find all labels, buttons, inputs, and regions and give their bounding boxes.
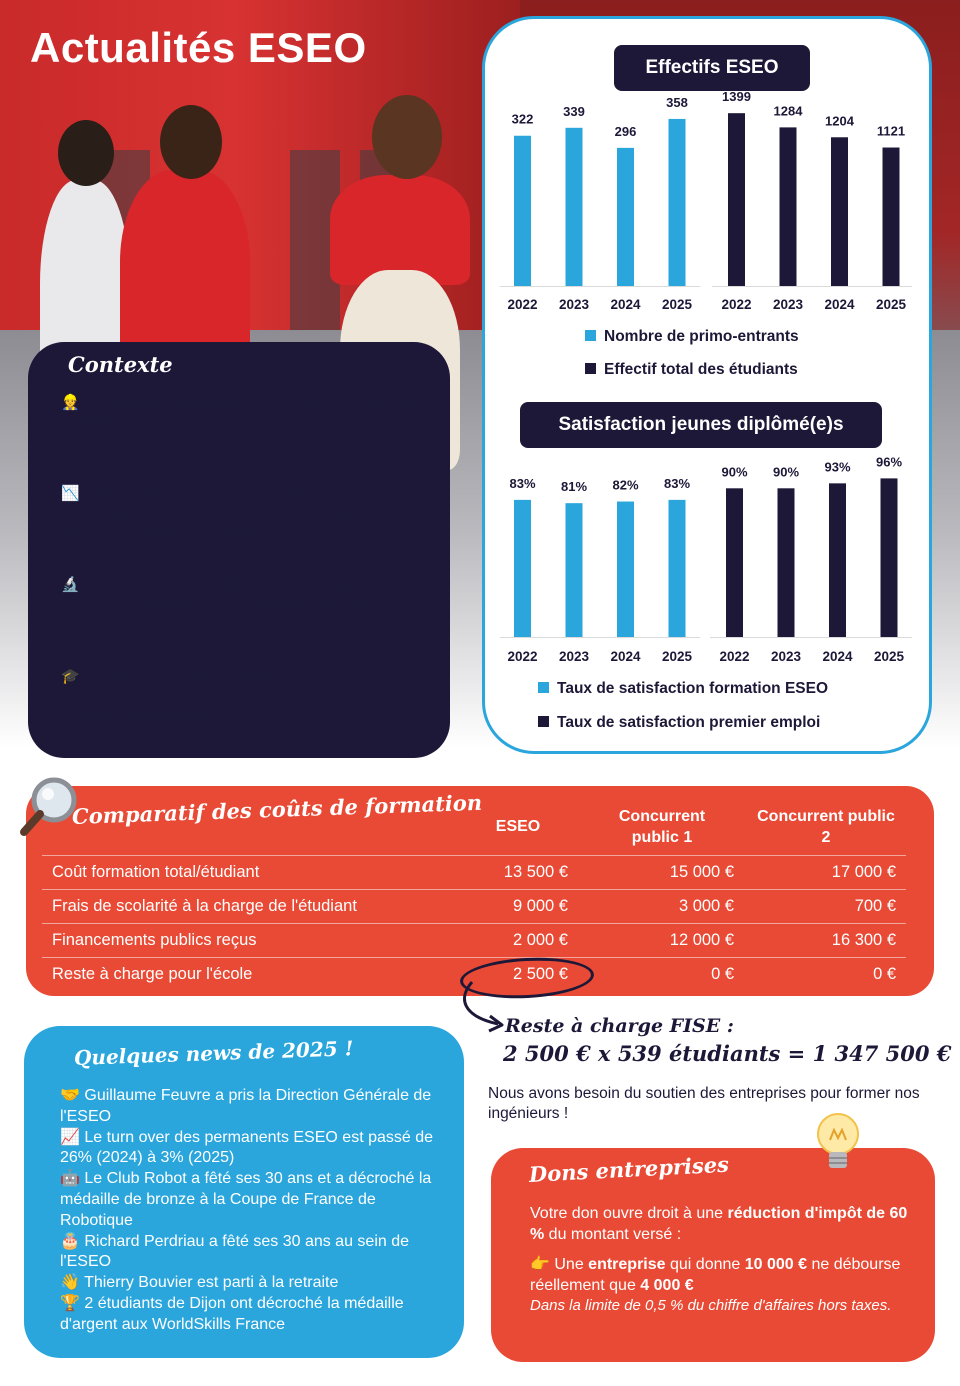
- bar-value-label: 81%: [560, 479, 588, 495]
- contexte-item: [61, 668, 441, 727]
- legend-label: Effectif total des étudiants: [604, 361, 798, 378]
- contexte-title: Contexte: [68, 352, 173, 377]
- support-text: Nous avons besoin du soutien des entreprises pour former nos ingénieurs !: [488, 1085, 920, 1122]
- x-tick-label: 2025: [661, 297, 693, 312]
- x-tick-label: 2023: [558, 649, 590, 664]
- legend-label: Taux de satisfaction premier emploi: [557, 714, 821, 731]
- x-tick-label: 2022: [721, 297, 752, 312]
- contexte-item-heading: Le nombre d'ingénieur(e)s formé(e)s en France est insuffisant :: [61, 395, 440, 431]
- contexte-item-text: Le nombre de 18-25 ans a baissé de presque 5% en 10 ans, et la tendance s'accentue.: [61, 505, 427, 541]
- x-tick-label: 2024: [610, 297, 641, 312]
- legend-label: Taux de satisfaction formation ESEO: [557, 680, 829, 697]
- trophy-icon: 🏆: [60, 1294, 80, 1312]
- dons-text-bold: réduction d'impôt de 60 %: [530, 1205, 908, 1243]
- satisfaction-title: Satisfaction jeunes diplômé(e)s: [520, 402, 882, 448]
- row-label: Financements publics reçus: [52, 931, 257, 949]
- dons-text-part: Votre don ouvre droit à une: [530, 1205, 728, 1222]
- bar-value-label: 90%: [772, 464, 800, 480]
- news-item: [60, 1086, 450, 1128]
- news-item: [60, 1232, 450, 1274]
- graduation-cap-icon: 🎓: [61, 669, 80, 685]
- bar-value-label: 90%: [721, 464, 748, 480]
- legend-item-formation: [538, 680, 828, 698]
- x-tick-label: 2025: [873, 649, 905, 664]
- fise-line-1: Reste à charge FISE :: [505, 1015, 734, 1037]
- news-item: [60, 1128, 450, 1170]
- contexte-item-heading: Désintérêt pour les filières scientifiques :: [83, 577, 374, 593]
- cell-eseo: 2 000 €: [512, 931, 568, 949]
- legend-item-total: [585, 361, 798, 379]
- legend-item-emploi: [538, 714, 820, 732]
- x-tick-label: 2024: [824, 297, 855, 312]
- contexte-item: [61, 394, 441, 472]
- dons-text-part: du montant versé :: [544, 1225, 682, 1243]
- lightbulb-icon: [812, 1108, 864, 1180]
- cell-eseo: 2 500 €: [512, 965, 568, 983]
- dons-text-bold: 4 000 €: [640, 1276, 694, 1294]
- cell-eseo: 13 500 €: [503, 863, 568, 881]
- bar-value-label: 296: [614, 123, 637, 139]
- student-head: [160, 105, 222, 179]
- dons-paragraph-3: Dans la limite de 0,5 % du chiffre d'affaires hors taxes.: [530, 1297, 892, 1314]
- x-tick-label: 2024: [610, 649, 641, 664]
- news-title: Quelques news de 2025 !: [73, 1036, 354, 1070]
- news-item-text: Guillaume Feuvre a pris la Direction Générale de l'ESEO: [60, 1087, 432, 1125]
- dons-text-part: qui donne: [665, 1256, 745, 1273]
- dons-text-part: ne débourse réellement que: [530, 1256, 901, 1294]
- pointing-hand-icon: 👉: [530, 1256, 550, 1273]
- fise-note: [505, 1012, 951, 1068]
- row-label: Coût formation total/étudiant: [52, 863, 260, 881]
- bar-value-label: 1399: [722, 89, 751, 105]
- cell-public-1: 0 €: [711, 965, 734, 983]
- page-title: Actualités ESEO: [30, 24, 367, 71]
- dons-text: [530, 1204, 910, 1315]
- column-header-eseo: ESEO: [495, 818, 541, 835]
- news-item-text: Thierry Bouvier est parti à la retraite: [84, 1274, 339, 1292]
- legend-item-primo: [585, 328, 799, 346]
- chart-increasing-icon: 📈: [60, 1128, 80, 1146]
- worker-icon: 👷: [61, 395, 80, 411]
- column-header-public-2: Concurrent public 2: [757, 808, 895, 846]
- x-tick-label: 2022: [719, 649, 750, 664]
- dons-paragraph-2: [530, 1255, 910, 1296]
- bar-value-label: 322: [511, 111, 534, 127]
- dons-title: Dons entreprises: [528, 1151, 730, 1187]
- contexte-item-text: Il en faudrait 20 000 de plus par an pour répondre aux besoins des entreprises.: [61, 434, 415, 470]
- cell-public-2: 16 300 €: [831, 931, 896, 949]
- student-figure: [330, 175, 470, 285]
- dons-text-bold: entreprise: [588, 1256, 666, 1273]
- legend-swatch: [585, 330, 596, 341]
- bar-value-label: 93%: [824, 459, 851, 475]
- bar-value-label: 83%: [663, 475, 691, 491]
- robot-icon: 🤖: [60, 1170, 80, 1188]
- bar-value-label: 96%: [875, 454, 903, 470]
- bar-value-label: 1121: [876, 123, 906, 139]
- cell-public-2: 17 000 €: [831, 863, 896, 881]
- dons-text-bold: 10 000 €: [744, 1256, 808, 1273]
- cell-public-2: 0 €: [873, 965, 896, 983]
- legend-label: Nombre de primo-entrants: [604, 328, 799, 345]
- contexte-item: [61, 576, 441, 635]
- row-label: Frais de scolarité à la charge de l'étudiant: [52, 897, 357, 915]
- dons-text-part: Une: [549, 1256, 589, 1273]
- legend-swatch: [538, 716, 549, 727]
- x-tick-label: 2023: [772, 297, 804, 312]
- legend-swatch: [538, 682, 549, 693]
- news-item-text: 2 étudiants de Dijon ont décroché la médaille d'argent aux WorldSkills France: [60, 1294, 404, 1333]
- x-tick-label: 2023: [770, 649, 802, 664]
- news-item-text: Le Club Robot a fêté ses 30 ans et a décroché la médaille de bronze à la Coupe de France de Robotique: [60, 1170, 432, 1229]
- waving-hand-icon: 👋: [60, 1274, 80, 1292]
- bar-value-label: 1204: [825, 113, 854, 129]
- x-tick-label: 2022: [507, 649, 538, 664]
- dons-paragraph-1: [530, 1204, 910, 1245]
- news-item-text: Richard Perdriau a fêté ses 30 ans au sein de l'ESEO: [60, 1232, 410, 1271]
- row-label: Reste à charge pour l'école: [52, 965, 253, 983]
- table-row: [42, 923, 906, 957]
- effectifs-title: Effectifs ESEO: [614, 45, 810, 91]
- news-item: [60, 1169, 450, 1231]
- cell-public-2: 700 €: [854, 897, 896, 915]
- bar-value-label: 339: [563, 103, 585, 119]
- bar-value-label: 358: [666, 94, 688, 110]
- bar-value-label: 1284: [773, 103, 803, 119]
- x-tick-label: 2025: [661, 649, 693, 664]
- cell-public-1: 3 000 €: [678, 897, 734, 915]
- table-row: [42, 889, 906, 923]
- legend-swatch: [585, 363, 596, 374]
- column-header-public-1: Concurrent public 1: [618, 808, 706, 846]
- news-item-text: Le turn over des permanents ESEO est passé de 26% (2024) à 3% (2025): [60, 1128, 434, 1167]
- cost-title: Comparatif des coûts de formation: [71, 789, 483, 829]
- contexte-item-heading: Explosion de l'offre post-bac :: [83, 669, 296, 685]
- cell-eseo: 9 000 €: [512, 897, 568, 915]
- contexte-item-text: Le taux de bacheliers S ou équivalents scientifiques a baissé de 10% en 10 ans.: [61, 596, 414, 632]
- student-head: [58, 120, 114, 186]
- contexte-item-heading: Démographie française en baisse :: [83, 486, 328, 502]
- x-tick-label: 2022: [507, 297, 538, 312]
- fise-line-2: 2 500 € x 539 étudiants = 1 347 500 €: [503, 1041, 952, 1066]
- charts-card: [482, 16, 932, 754]
- bar-value-label: 82%: [612, 477, 639, 493]
- contexte-item: [61, 485, 441, 544]
- contexte-item-text: En 5 ans, le nombre de formations proposées sur ParcoursSup a doublé.: [61, 688, 386, 724]
- news-list: [60, 1086, 450, 1336]
- x-tick-label: 2024: [822, 649, 853, 664]
- microscope-icon: 🔬: [61, 577, 80, 593]
- cell-public-1: 12 000 €: [669, 931, 734, 949]
- table-row: [42, 855, 906, 889]
- x-tick-label: 2025: [875, 297, 907, 312]
- handshake-icon: 🤝: [60, 1087, 80, 1104]
- x-tick-label: 2023: [558, 297, 590, 312]
- news-item: [60, 1294, 450, 1336]
- student-head: [372, 95, 442, 179]
- bar-value-label: 83%: [509, 475, 536, 491]
- cell-public-1: 15 000 €: [669, 863, 734, 881]
- news-item: [60, 1273, 450, 1294]
- birthday-cake-icon: 🎂: [60, 1232, 80, 1250]
- chart-decreasing-icon: 📉: [61, 486, 80, 502]
